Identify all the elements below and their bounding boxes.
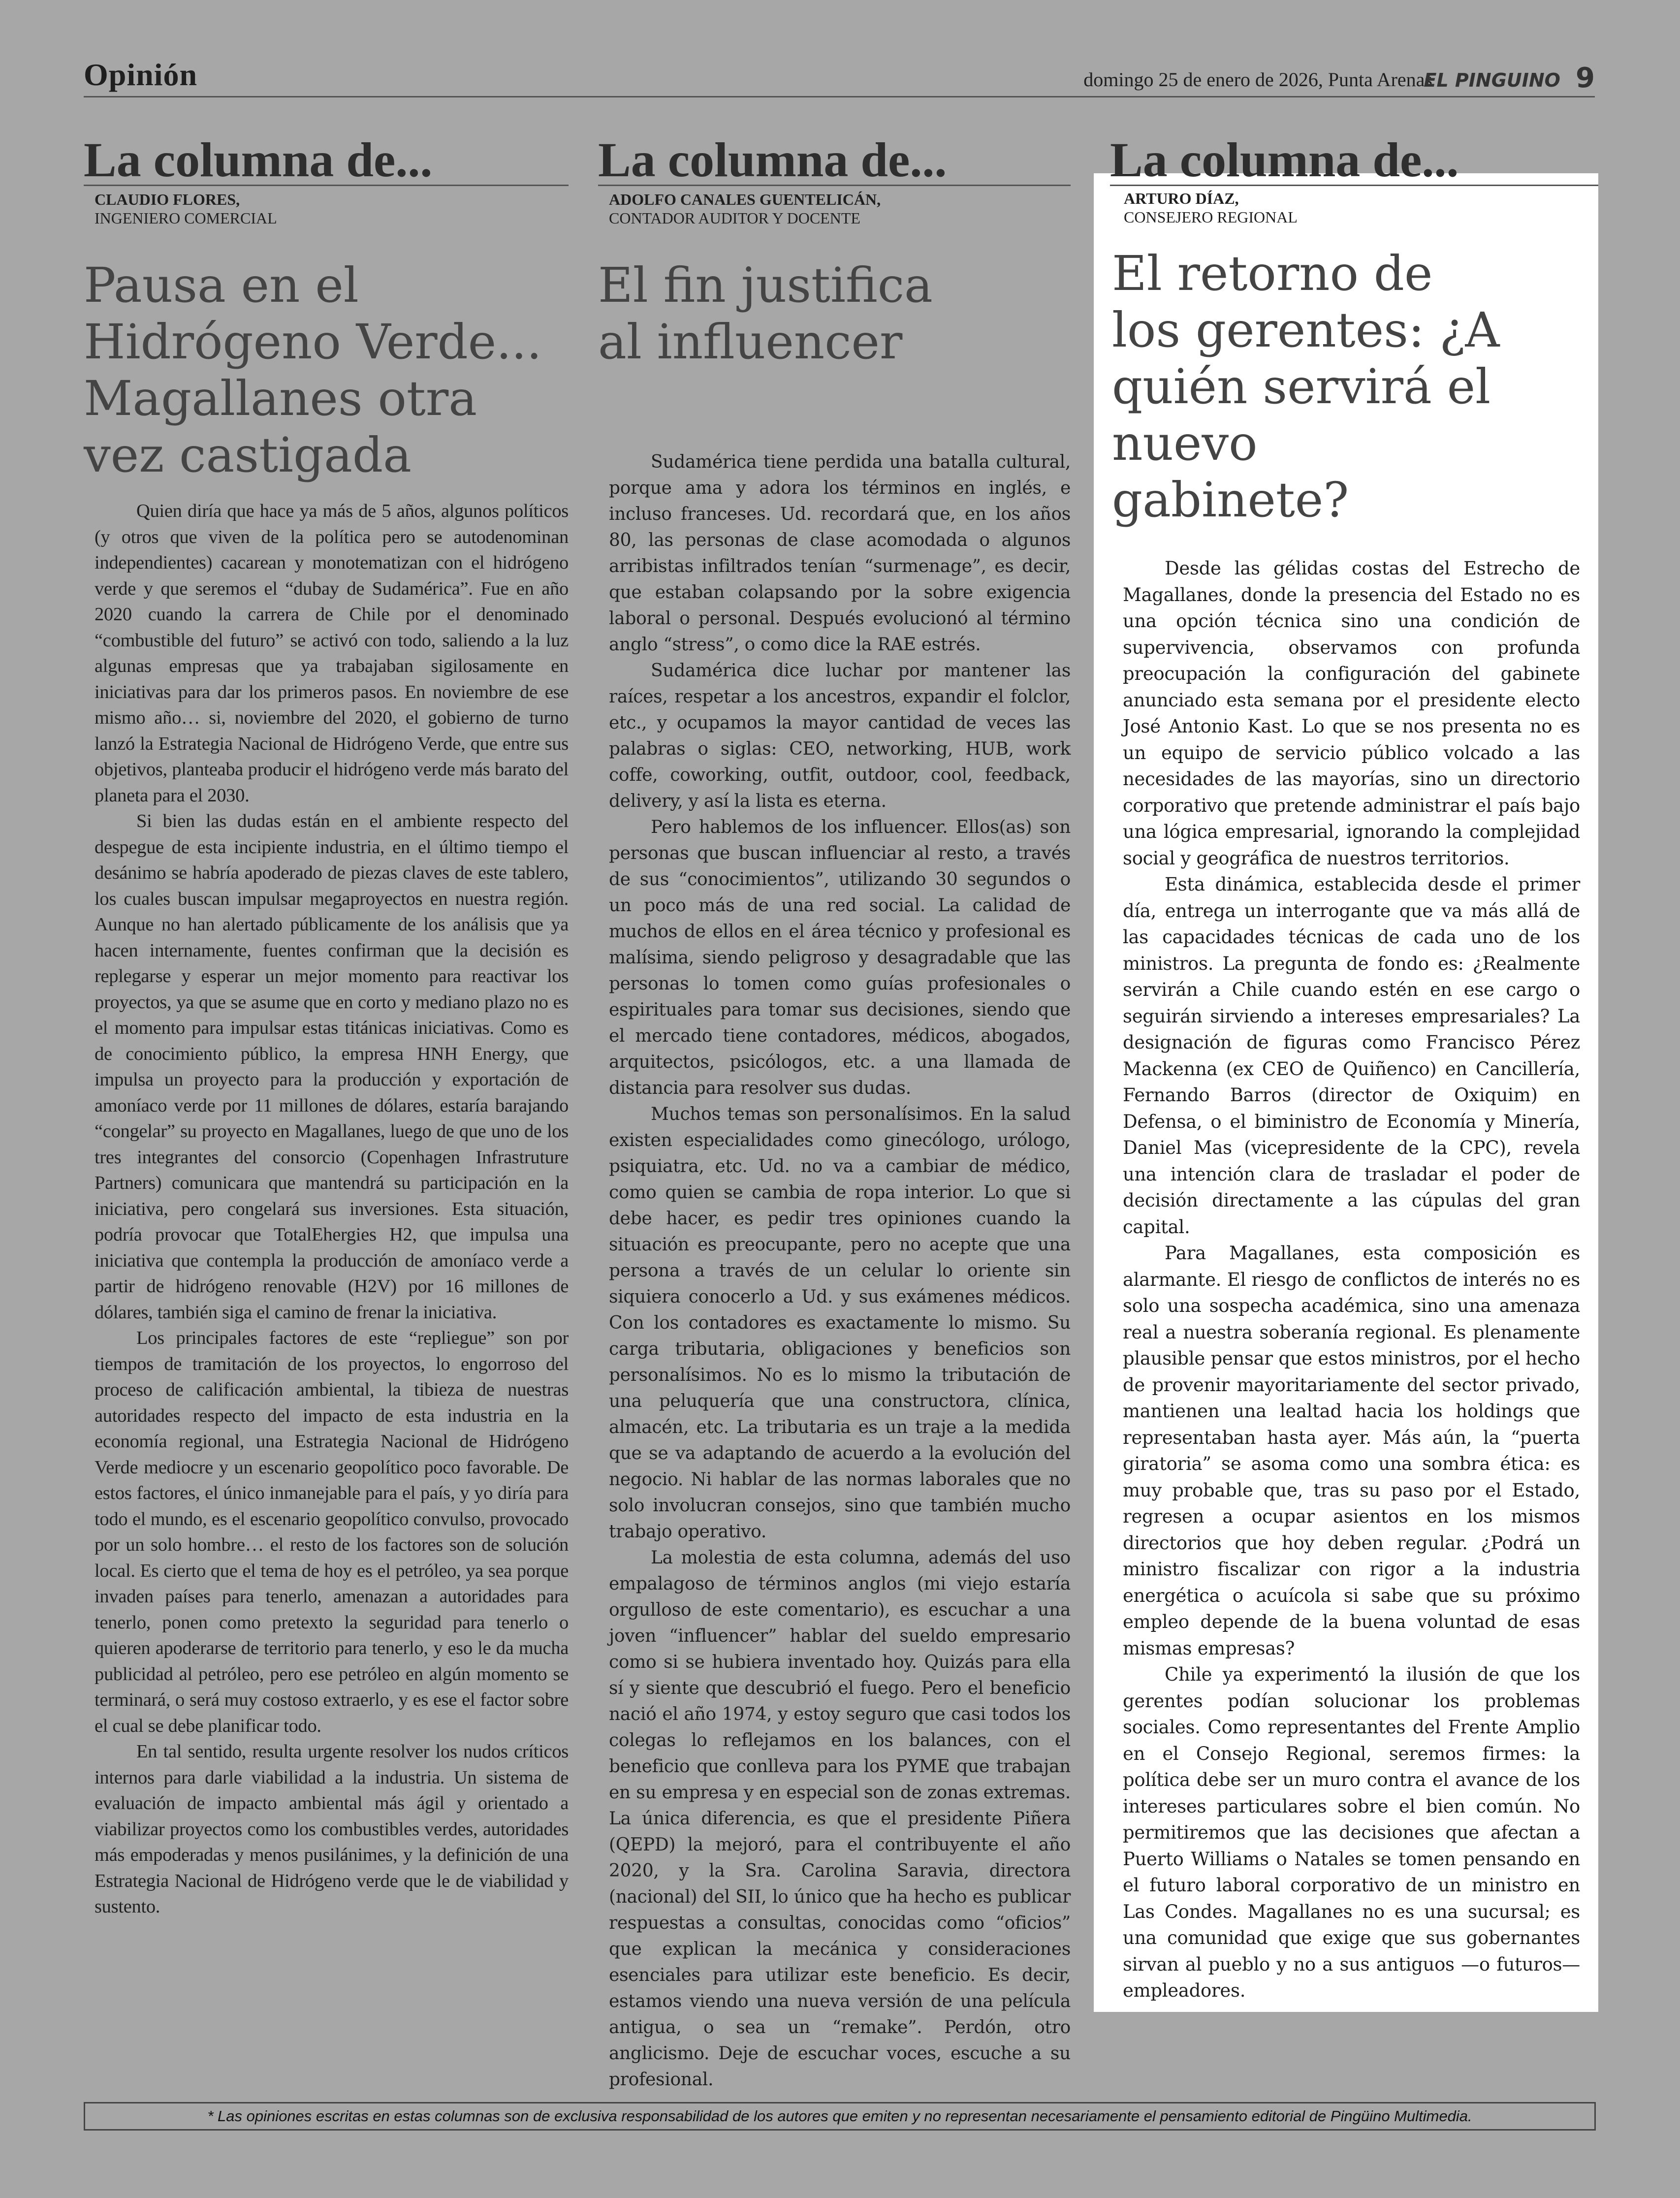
paragraph: Quien diría que hace ya más de 5 años, algunos políticos (y otros que viven de la política pero se autodenominan independientes) cacarean y monotematizan con el hidrógeno verde y que seremos el “dubay de Sudamérica”. Fue en año 2020 cuando la carrera de Chile por el denominado “combustible del futuro” se activó con todo, saliendo a la luz algunas empresas que ya trabajaban sigilosamente en iniciativas para dar los primeros pasos. En noviembre de ese mismo año… si, noviembre del 2020, el gobierno de turno lanzó la Estrategia Nacional de Hidrógeno Verde, que entre sus objetivos, planteaba producir el hidrógeno verde más barato del planeta para el 2030. <box>95 501 569 806</box>
article-headline: Pausa en el Hidrógeno Verde... Magallanes otra vez castigada <box>84 257 542 483</box>
article-body <box>1123 555 1580 2004</box>
paragraph: Los principales factores de este “repliegue” son por tiempos de tramitación de los proyectos, lo engorroso del proceso de calificación ambiental, la tibieza de nuestras autoridades respecto del impacto de esta industria en la economía regional, una Estrategia Nacional de Hidrógeno Verde mediocre y un escenario geopolítico poco favorable. De estos factores, el único inmanejable para el país, y yo diría para todo el mundo, es el escenario geopolítico convulso, provocado por un solo hombre… el resto de los factores son de solución local. Es cierto que el tema de hoy es el petróleo, ya sea porque invaden países para tenerlo, amenazan a autoridades para tenerlo, ponen como pretexto la seguridad para tenerlo o quieren apoderarse de territorio para tenerlo, y eso le da mucha publicidad al petróleo, pero ese petróleo en algún momento se terminará, o será muy costoso extraerlo, y es ese el factor sobre el cual se debe planificar todo. <box>95 1328 569 1736</box>
paragraph: Desde las gélidas costas del Estrecho de Magallanes, donde la presencia del Estado no es una opción técnica sino una condición de supervivencia, observamos con profunda preocupación la configuración del gabinete anunciado esta semana por el presidente electo José Antonio Kast. Lo que se nos presenta no es un equipo de servicio público volcado a las necesidades de las mayorías, sino un directorio corporativo que pretende administrar el país bajo una lógica empresarial, ignorando la complejidad social y geográfica de nuestros territorios. <box>1123 558 1580 869</box>
paragraph: Sudamérica dice luchar por mantener las raíces, respetar a los ancestros, expandir el folclor, etc., y ocupamos la mayor cantidad de veces las palabras o siglas: CEO, networking, HUB, work coffe, coworking, outfit, outdoor, cool, feedback, delivery, y así la lista es eterna. <box>609 661 1071 811</box>
article-body <box>95 498 569 1920</box>
column-label: La columna de... <box>1110 132 1459 187</box>
article-headline: El fin justifica al influencer <box>598 257 933 370</box>
paragraph: Para Magallanes, esta composición es alarmante. El riesgo de conflictos de interés no es solo una sospecha académica, sino una amenaza real a nuestra soberanía regional. Es plenamente plausible pensar que estos ministros, por el hecho de provenir mayoritariamente del sector privado, mantienen una lealtad hacia los holdings que representaban hasta ayer. Más aún, la “puerta giratoria” se asoma como una sombra ética: es muy probable que, tras su paso por el Estado, regresen a ocupar asientos en los mismos directorios que hoy deben regular. ¿Podrá un ministro fiscalizar con rigor a la industria energética o acuícola si sabe que su próximo empleo depende de la buena voluntad de esas mismas empresas? <box>1123 1242 1580 1659</box>
column-1 <box>84 130 569 1920</box>
paragraph: Muchos temas son personalísimos. En la salud existen especialidades como ginecólogo, urólogo, psiquiatra, etc. Ud. no va a cambiar de médico, como quien se cambia de ropa interior. Lo que si debe hacer, es pedir tres opiniones cuando la situación es preocupante, pero no acepte que una persona a través de un celular lo oriente sin siquiera conocerlo a Ud. y sus exámenes médicos. Con los contadores es exactamente lo mismo. Su carga tributaria, obligaciones y beneficios son personalísimos. No es lo mismo la tributación de una peluquería que una constructora, clínica, almacén, etc. La tributaria es un traje a la medida que se va adaptando de acuerdo a la evolución del negocio. Ni hablar de las normas laborales que no solo involucran consejos, sino que también mucho trabajo operativo. <box>609 1104 1071 1542</box>
author-role: CONSEJERO REGIONAL <box>1124 208 1298 226</box>
paragraph: Sudamérica tiene perdida una batalla cultural, porque ama y adora los términos en inglés, e incluso franceses. Ud. recordará que, en los años 80, las personas de clase acomodada o algunos arribistas infiltrados tenían “surmenage”, es decir, que estaban colapsando por la sobre exigencia laboral o personal. Después evolucionó al término anglo “stress”, o como dice la RAE estrés. <box>609 452 1071 655</box>
column-label: La columna de... <box>598 132 947 187</box>
paragraph: Si bien las dudas están en el ambiente respecto del despegue de esta incipiente industria, en el último tiempo el desánimo se habría apoderado de piezas claves de este tablero, los cuales buscan impulsar megaproyectos en nuestra región. Aunque no han alertado públicamente de los análisis que ya hacen internamente, fuentes confirman que la decisión es replegarse y esperar un mejor momento para reactivar los proyectos, ya que se asume que en corto y mediano plazo no es el momento para impulsar estas titánicas iniciativas. Como es de conocimiento público, la empresa HNH Energy, que impulsa un proyecto para la producción y exportación de amoníaco verde por 11 millones de dólares, estaría barajando “congelar” su proyecto en Magallanes, luego de que uno de los tres integrantes del consorcio (Copenhagen Infrastruture Partners) comunicara que mantendrá su participación en la iniciativa, pero congelará sus inversiones. Esta situación, podría provocar que TotalEhergies H2, que impulsa una iniciativa que contempla la producción de amoníaco verde a partir de hidrógeno renovable (H2V) por 16 millones de dólares, también siga el camino de frenar la iniciativa. <box>95 811 569 1323</box>
page-header <box>84 57 1595 97</box>
column-2 <box>598 130 1071 2093</box>
author-name: CLAUDIO FLORES, <box>95 191 240 208</box>
disclaimer-box <box>84 2102 1596 2131</box>
column-label: La columna de... <box>84 132 433 187</box>
dateline: domingo 25 de enero de 2026, Punta Arenas <box>1083 68 1432 91</box>
author-role: CONTADOR AUDITOR Y DOCENTE <box>609 209 860 227</box>
author-role: INGENIERO COMERCIAL <box>95 209 277 227</box>
article-headline: El retorno de los gerentes: ¿A quién servirá el nuevo gabinete? <box>1112 246 1500 528</box>
article-body <box>609 449 1071 2093</box>
brand-logo: EL PINGUINO <box>1424 69 1560 91</box>
page-number: 9 <box>1576 62 1595 94</box>
paragraph: Pero hablemos de los influencer. Ellos(as) son personas que buscan influenciar al resto, a través de sus “conocimientos”, utilizando 30 segundos o un poco más de una red social. La calidad de muchos de ellos en el área técnico y profesional es malísima, siendo peligroso y desagradable que las personas lo tomen como guías profesionales o espirituales para tomar sus decisiones, siendo que el mercado tiene contadores, médicos, abogados, arquitectos, psicólogos, etc. a una llamada de distancia para resolver sus dudas. <box>609 817 1071 1098</box>
paragraph: Esta dinámica, establecida desde el primer día, entrega un interrogante que va más allá de las capacidades técnicas de cada uno de los ministros. La pregunta de fondo es: ¿Realmente servirán a Chile cuando estén en ese cargo o seguirán sirviendo a intereses empresariales? La designación de figuras como Francisco Pérez Mackenna (ex CEO de Quiñenco) en Cancillería, Fernando Barros (director de Oxiquim) en Defensa, o el biministro de Economía y Minería, Daniel Mas (vicepresidente de la CPC), revela una intención clara de trasladar el poder de decisión directamente a las cúpulas del gran capital. <box>1123 874 1580 1238</box>
section-title: Opinión <box>84 57 198 92</box>
author-name: ARTURO DÍAZ, <box>1124 190 1239 207</box>
author-name: ADOLFO CANALES GUENTELICÁN, <box>609 191 881 208</box>
column-heading <box>84 130 569 186</box>
disclaimer-text: * Las opiniones escritas en estas columnas son de exclusiva responsabilidad de los autores que emiten y no representan necesariamente el pensamiento editorial de Pingüino Multimedia. <box>207 2107 1472 2125</box>
column-heading <box>1110 130 1598 186</box>
column-heading <box>598 130 1071 186</box>
paragraph: La molestia de esta columna, además del uso empalagoso de términos anglos (mi viejo estaría orgulloso de este comentario), es escuchar a una joven “influencer” hablar del sueldo empresario como si se hubiera inventado hoy. Quizás para ella sí y siente que descubrió el fuego. Pero el beneficio nació el año 1974, y estoy seguro que casi todos los colegas lo reflejamos en los balances, con el beneficio que conlleva para los PYME que trabajan en su empresa y en especial son de zonas extremas. La única diferencia, es que el presidente Piñera (QEPD) la mejoró, para el contribuyente el año 2020, y la Sra. Carolina Saravia, directora (nacional) del SII, lo único que ha hecho es publicar respuestas a consultas, conocidas como “oficios” que explican la mecánica y consideraciones esenciales para utilizar este beneficio. Es decir, estamos viendo una nueva versión de una película antigua, o sea un “remake”. Perdón, otro anglicismo. Deje de escuchar voces, escuche a su profesional. <box>609 1548 1071 2090</box>
paragraph: En tal sentido, resulta urgente resolver los nudos críticos internos para darle viabilidad a la industria. Un sistema de evaluación de impacto ambiental más ágil y orientado a viabilizar proyectos como los combustibles verdes, autoridades más empoderadas y menos pusilánimes, y la definición de una Estrategia Nacional de Hidrógeno verde que le de viabilidad y sustento. <box>95 1741 569 1917</box>
paragraph: Chile ya experimentó la ilusión de que los gerentes podían solucionar los problemas sociales. Como representantes del Frente Amplio en el Consejo Regional, seremos firmes: la política debe ser un muro contra el avance de los intereses particulares sobre el bien común. No permitiremos que las decisiones que afectan a Puerto Williams o Natales se tomen pensando en el futuro laboral corporativo de un ministro en Las Condes. Magallanes no es una sucursal; es una comunidad que exige que sus gobernantes sirvan al pueblo y no a sus antiguos —o futuros— empleadores. <box>1123 1664 1580 2001</box>
column-3 <box>1094 132 1598 2012</box>
